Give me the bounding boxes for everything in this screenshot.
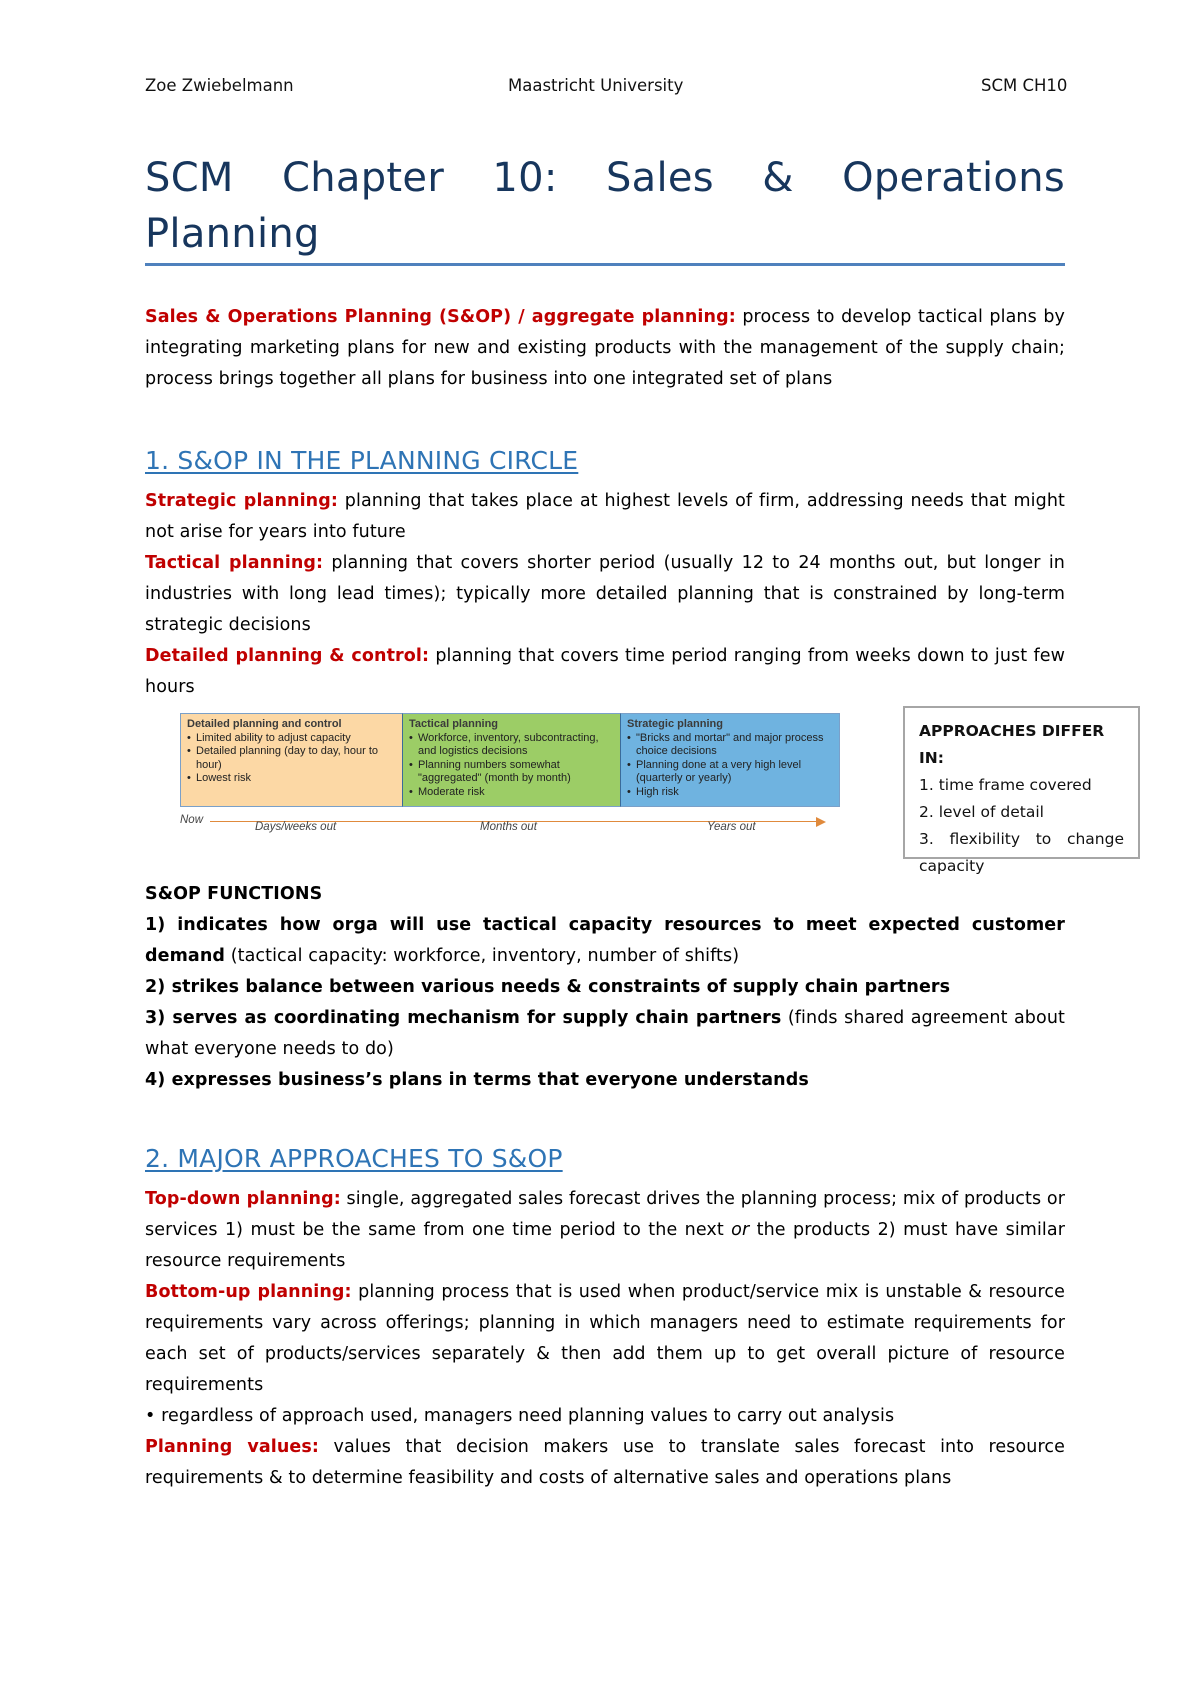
function-item (145, 972, 1065, 1003)
figure-bullet: • High risk (627, 786, 833, 800)
intro-term: Sales & Operations Planning (S&OP) / aggregate planning: (145, 307, 736, 327)
functions-title: S&OP FUNCTIONS (145, 884, 323, 904)
bullet-note: • regardless of approach used, managers need planning values to carry out analysis (145, 1406, 895, 1426)
figure-box-detailed (180, 713, 402, 807)
approaches-item: 2. level of detail (919, 803, 1044, 821)
definition-text: planning that covers shorter period (usually 12 to 24 months out, but longer in industries with long lead times); typically more detailed planning that is constrained by long-term strategic decisions (145, 553, 1065, 635)
figure-box-strategic (620, 713, 840, 807)
figure-bullet: • Moderate risk (409, 786, 614, 800)
definition-planning-values (145, 1432, 1065, 1494)
definition-strategic (145, 486, 1065, 548)
function-bold: 1) indicates how orga will use tactical capacity resources to meet expected customer demand (145, 915, 1065, 966)
axis-label: Years out (707, 821, 756, 833)
definition-term: Detailed planning & control: (145, 646, 430, 666)
definition-text: planning process that is used when product/service mix is unstable & resource requirements vary across offerings; planning in which managers need to estimate requirements for each set of products/services separately & then add them up to get overall picture of resource requirements (145, 1282, 1066, 1395)
title-word: Operations (842, 155, 1065, 201)
header-university: Maastricht University (508, 76, 684, 95)
definition-term: Tactical planning: (145, 553, 324, 573)
page-title (145, 150, 1065, 262)
function-item (145, 1065, 1065, 1096)
figure-box-title: Strategic planning (627, 718, 723, 730)
functions-block (145, 879, 1065, 1096)
definition-tactical (145, 548, 1065, 641)
title-word: Sales (605, 155, 714, 201)
figure-bullet: • Lowest risk (187, 772, 396, 786)
approaches-item: 1. time frame covered (919, 776, 1092, 794)
function-bold: 4) expresses business’s plans in terms that everyone understands (145, 1070, 809, 1090)
definition-term: Planning values: (145, 1437, 320, 1457)
function-bold: 3) serves as coordinating mechanism for supply chain partners (145, 1008, 782, 1028)
title-word: 10: (492, 155, 558, 201)
function-bold: 2) strikes balance between various needs & constraints of supply chain partners (145, 977, 951, 997)
function-item (145, 910, 1065, 972)
definition-emphasis: or (731, 1220, 750, 1240)
title-word: & (762, 155, 794, 201)
figure-bullet: • Detailed planning (day to day, hour to hour) (187, 745, 396, 772)
definition-text: single, aggregated sales forecast drives the planning process; mix of products or services 1) must be the same from one time period to the next (145, 1189, 1065, 1240)
definition-text: planning that takes place at highest levels of firm, addressing needs that might not arise for years into future (145, 491, 1065, 542)
section1-definitions (145, 486, 1065, 703)
figure-bullet: • Planning numbers somewhat "aggregated" (month by month) (409, 759, 614, 786)
definition-term: Top-down planning: (145, 1189, 341, 1209)
time-axis (180, 813, 845, 839)
intro-text: process to develop tactical plans by integrating marketing plans for new and existing products with the management of the supply chain; process brings together all plans for business into one integrated set of plans (145, 307, 1065, 389)
section2-content (145, 1184, 1065, 1494)
section1-heading: 1. S&OP IN THE PLANNING CIRCLE (145, 446, 579, 475)
figure-bullet: • Workforce, inventory, subcontracting, and logistics decisions (409, 732, 614, 759)
title-rule (145, 263, 1065, 266)
function-text: (tactical capacity: workforce, inventory, number of shifts) (225, 946, 740, 966)
title-line2: Planning (145, 211, 320, 257)
title-word: SCM (145, 155, 234, 201)
section2-heading: 2. MAJOR APPROACHES TO S&OP (145, 1144, 563, 1173)
arrow-right-icon (816, 817, 826, 827)
axis-label: Months out (480, 821, 537, 833)
function-text: (finds shared agreement about what everyone needs to do) (145, 1008, 1065, 1059)
definition-text: values that decision makers use to translate sales forecast into resource requirements & to determine feasibility and costs of alternative sales and operations plans (145, 1437, 1065, 1488)
figure-bullet: • Planning done at a very high level (quarterly or yearly) (627, 759, 833, 786)
definition-term: Strategic planning: (145, 491, 338, 511)
axis-label: Days/weeks out (255, 821, 337, 833)
definition-detailed (145, 641, 1065, 703)
definition-bottomup (145, 1277, 1065, 1401)
approaches-item: 3. flexibility to change capacity (919, 830, 1124, 875)
figure-box-title: Tactical planning (409, 718, 499, 730)
figure-box-tactical (402, 713, 620, 807)
definition-text: planning that covers time period ranging from weeks down to just few hours (145, 646, 1065, 697)
title-word: Chapter (282, 155, 445, 201)
axis-start-label: Now (180, 814, 204, 826)
function-item (145, 1003, 1065, 1065)
planning-horizon-figure (180, 713, 845, 841)
figure-bullet: • "Bricks and mortar" and major process choice decisions (627, 732, 833, 759)
figure-box-title: Detailed planning and control (187, 718, 342, 730)
approaches-box (903, 706, 1140, 875)
header-author: Zoe Zwiebelmann (145, 76, 294, 95)
definition-text: the products 2) must have similar resource requirements (145, 1220, 1065, 1271)
approaches-box-title: APPROACHES DIFFER IN: (919, 722, 1105, 767)
definition-term: Bottom-up planning: (145, 1282, 352, 1302)
definition-topdown (145, 1184, 1065, 1277)
header-course: SCM CH10 (981, 76, 1068, 95)
figure-bullet: • Limited ability to adjust capacity (187, 732, 396, 746)
intro-paragraph (145, 302, 1065, 395)
